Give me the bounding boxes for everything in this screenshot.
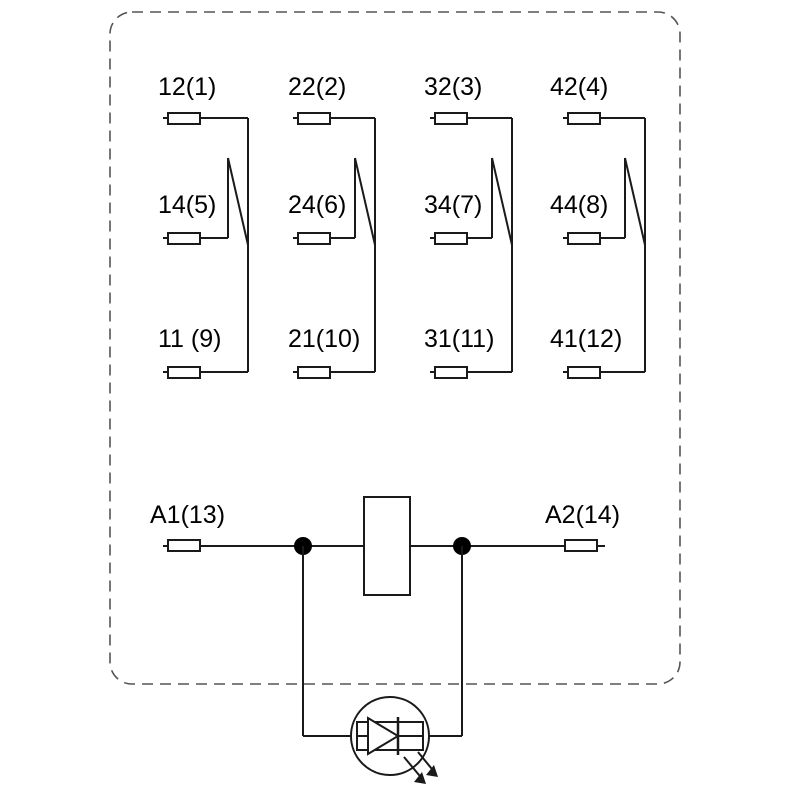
emission-arrow-1-head bbox=[414, 772, 426, 784]
label-contact-1-no: 12(1) bbox=[158, 73, 217, 101]
label-contact-1-common: 11 (9) bbox=[158, 325, 222, 353]
terminal-block-41 bbox=[568, 367, 600, 378]
contact-group-2 bbox=[288, 73, 375, 378]
contact-group-4 bbox=[550, 73, 645, 378]
terminal-block-14 bbox=[168, 233, 200, 244]
terminal-block-a2 bbox=[565, 540, 597, 551]
terminal-block-31 bbox=[435, 367, 467, 378]
label-contact-3-no: 32(3) bbox=[424, 73, 483, 101]
emission-arrow-2-head bbox=[426, 765, 438, 777]
coil-symbol bbox=[364, 497, 410, 595]
label-contact-4-nc: 44(8) bbox=[550, 191, 609, 219]
label-contact-2-common: 21(10) bbox=[288, 325, 361, 353]
terminal-block-a1 bbox=[168, 540, 200, 551]
terminal-block-11 bbox=[168, 367, 200, 378]
contact-group-3 bbox=[424, 73, 512, 378]
coil-circuit bbox=[150, 497, 620, 595]
label-coil-a2: A2(14) bbox=[545, 501, 621, 529]
terminal-block-12 bbox=[168, 113, 200, 124]
contact-blade-1 bbox=[228, 158, 248, 245]
label-contact-3-common: 31(11) bbox=[424, 325, 495, 353]
label-contact-4-common: 41(12) bbox=[550, 325, 623, 353]
label-contact-2-no: 22(2) bbox=[288, 73, 347, 101]
terminal-block-32 bbox=[435, 113, 467, 124]
terminal-block-34 bbox=[435, 233, 467, 244]
label-contact-4-no: 42(4) bbox=[550, 73, 609, 101]
terminal-block-22 bbox=[298, 113, 330, 124]
terminal-block-42 bbox=[568, 113, 600, 124]
terminal-block-24 bbox=[298, 233, 330, 244]
label-contact-2-nc: 24(6) bbox=[288, 191, 347, 219]
contact-blade-3 bbox=[492, 158, 512, 245]
contact-group-1 bbox=[158, 73, 248, 378]
terminal-block-44 bbox=[568, 233, 600, 244]
label-contact-1-nc: 14(5) bbox=[158, 191, 217, 219]
contact-blade-2 bbox=[355, 158, 375, 245]
contact-blade-4 bbox=[625, 158, 645, 245]
terminal-block-21 bbox=[298, 367, 330, 378]
label-coil-a1: A1(13) bbox=[150, 501, 226, 529]
label-contact-3-nc: 34(7) bbox=[424, 191, 483, 219]
